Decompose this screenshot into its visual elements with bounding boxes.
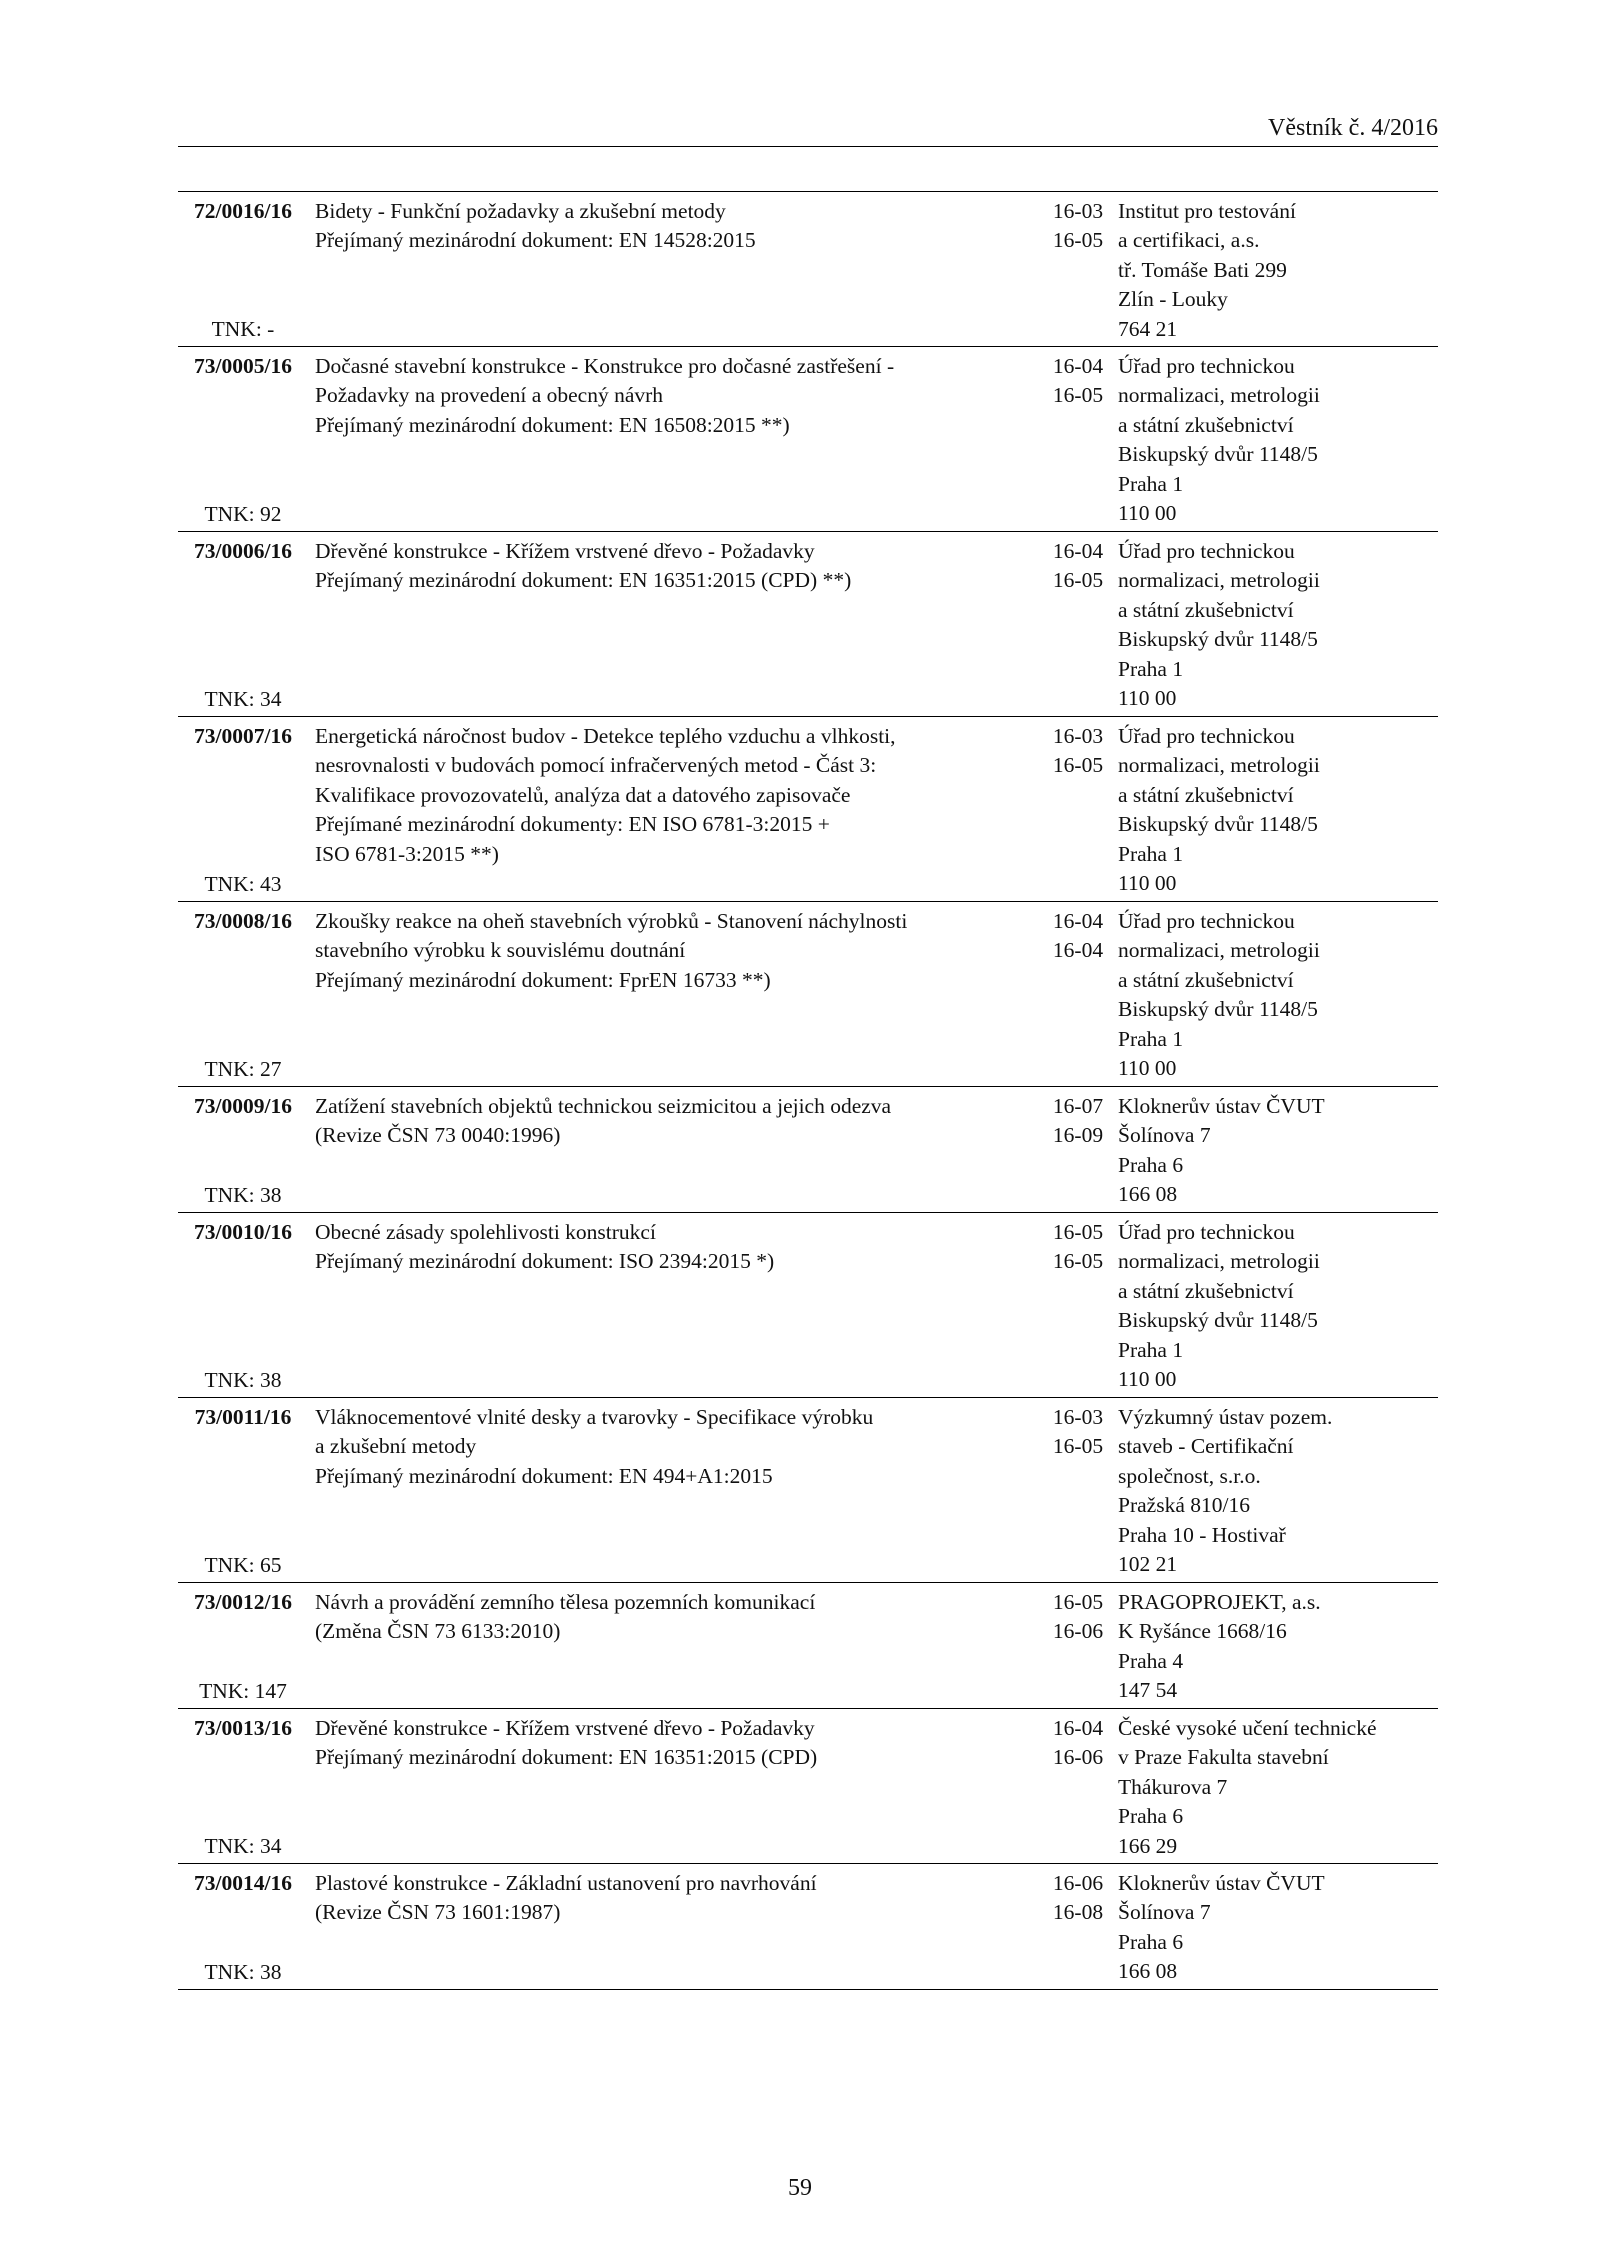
date-value: 16-03 (1052, 1405, 1104, 1429)
institution-line: Praha 1 (1118, 656, 1184, 681)
description-line: Zatížení stavebních objektů technickou seizmicitou a jejich odezva (315, 1094, 892, 1118)
description-line: Dřevěné konstrukce - Křížem vrstvené dřevo - Požadavky (315, 539, 815, 563)
institution-line: normalizaci, metrologii (1118, 753, 1320, 778)
dates-cell (1038, 1588, 1118, 1706)
table-row (178, 1213, 1438, 1398)
institution-line: 110 00 (1118, 501, 1177, 526)
dates-cell (1038, 1092, 1118, 1210)
institution-line: 166 08 (1118, 1959, 1178, 1984)
institution-line: a státní zkušebnictví (1118, 967, 1294, 992)
description-line: Přejímaný mezinárodní dokument: EN 14528:2015 (315, 228, 756, 253)
description-line: Přejímané mezinárodní dokumenty: EN ISO 6781-3:2015 + (315, 812, 830, 837)
date-value: 16-04 (1052, 909, 1104, 933)
description-line: a zkušební metody (315, 1434, 477, 1459)
standard-number: 73/0005/16 (194, 354, 292, 378)
tnk-label: TNK: - (211, 316, 275, 341)
description-line: Požadavky na provedení a obecný návrh (315, 383, 664, 408)
institution-line: Úřad pro technickou (1118, 909, 1295, 933)
institution-cell (1118, 1714, 1438, 1861)
standard-number: 73/0012/16 (194, 1590, 292, 1614)
description-line: Dřevěné konstrukce - Křížem vrstvené dřevo - Požadavky (315, 1716, 815, 1740)
institution-line: a státní zkušebnictví (1118, 597, 1294, 622)
date-value: 16-04 (1052, 354, 1104, 378)
institution-line: 166 08 (1118, 1182, 1178, 1207)
table-row (178, 1583, 1438, 1709)
institution-line: 110 00 (1118, 686, 1177, 711)
dates-cell (1038, 197, 1118, 344)
standard-number: 73/0008/16 (194, 909, 292, 933)
description-line: Dočasné stavební konstrukce - Konstrukce pro dočasné zastřešení - (315, 354, 895, 378)
standard-number: 73/0007/16 (194, 724, 292, 748)
date-value: 16-05 (1052, 1220, 1104, 1244)
dates-cell (1038, 352, 1118, 529)
description-cell (308, 537, 1038, 714)
institution-line: Zlín - Louky (1118, 287, 1228, 312)
description-line: Přejímaný mezinárodní dokument: EN 494+A1:2015 (315, 1463, 773, 1488)
journal-title: Věstník č. 4/2016 (1268, 115, 1438, 141)
standard-id-cell (178, 722, 308, 899)
description-line: Přejímaný mezinárodní dokument: EN 16508:2015 **) (315, 412, 790, 437)
institution-line: 764 21 (1118, 316, 1178, 341)
description-line: (Revize ČSN 73 0040:1996) (315, 1123, 561, 1148)
institution-line: a státní zkušebnictví (1118, 1278, 1294, 1303)
institution-cell (1118, 1588, 1438, 1706)
institution-line: Praha 6 (1118, 1152, 1184, 1177)
tnk-label: TNK: 27 (204, 1056, 282, 1081)
institution-line: K Ryšánce 1668/16 (1118, 1619, 1287, 1644)
table-row (178, 1398, 1438, 1583)
institution-cell (1118, 907, 1438, 1084)
page-number: 59 (788, 2175, 812, 2201)
institution-line: 102 21 (1118, 1552, 1178, 1577)
institution-line: České vysoké učení technické (1118, 1716, 1377, 1740)
description-line: (Revize ČSN 73 1601:1987) (315, 1900, 561, 1925)
table-row (178, 1709, 1438, 1864)
description-cell (308, 1403, 1038, 1580)
institution-line: a státní zkušebnictví (1118, 412, 1294, 437)
institution-line: normalizaci, metrologii (1118, 568, 1320, 593)
institution-line: 110 00 (1118, 1367, 1177, 1392)
standard-number: 73/0009/16 (194, 1094, 292, 1118)
institution-line: a státní zkušebnictví (1118, 782, 1294, 807)
institution-cell (1118, 1869, 1438, 1987)
description-line: (Změna ČSN 73 6133:2010) (315, 1619, 561, 1644)
institution-line: Úřad pro technickou (1118, 539, 1295, 563)
institution-line: Praha 1 (1118, 841, 1184, 866)
institution-line: Biskupský dvůr 1148/5 (1118, 812, 1318, 837)
standard-number: 73/0013/16 (194, 1716, 292, 1740)
dates-cell (1038, 907, 1118, 1084)
description-line: Přejímaný mezinárodní dokument: FprEN 16733 **) (315, 967, 771, 992)
dates-cell (1038, 1869, 1118, 1987)
tnk-label: TNK: 38 (204, 1959, 282, 1984)
tnk-label: TNK: 147 (199, 1678, 287, 1703)
institution-line: Institut pro testování (1118, 199, 1296, 223)
institution-line: PRAGOPROJEKT, a.s. (1118, 1590, 1321, 1614)
date-value: 16-03 (1052, 724, 1104, 748)
description-cell (308, 907, 1038, 1084)
description-line: Přejímaný mezinárodní dokument: ISO 2394:2015 *) (315, 1249, 775, 1274)
standards-table (178, 191, 1438, 1990)
description-line: Přejímaný mezinárodní dokument: EN 16351:2015 (CPD) **) (315, 568, 852, 593)
dates-cell (1038, 1403, 1118, 1580)
standard-number: 73/0010/16 (194, 1220, 292, 1244)
institution-line: 110 00 (1118, 871, 1177, 896)
institution-line: Biskupský dvůr 1148/5 (1118, 442, 1318, 467)
standard-id-cell (178, 1588, 308, 1706)
date-value: 16-09 (1052, 1123, 1104, 1148)
tnk-label: TNK: 34 (204, 686, 282, 711)
standard-id-cell (178, 1714, 308, 1861)
description-line: Kvalifikace provozovatelů, analýza dat a datového zapisovače (315, 782, 851, 807)
institution-line: Úřad pro technickou (1118, 1220, 1295, 1244)
institution-line: Praha 6 (1118, 1929, 1184, 1954)
institution-cell (1118, 352, 1438, 529)
institution-line: Praha 4 (1118, 1648, 1184, 1673)
institution-line: Biskupský dvůr 1148/5 (1118, 997, 1318, 1022)
institution-line: Úřad pro technickou (1118, 354, 1295, 378)
description-cell (308, 1092, 1038, 1210)
institution-line: Biskupský dvůr 1148/5 (1118, 627, 1318, 652)
date-value: 16-05 (1052, 1249, 1104, 1274)
date-value: 16-04 (1052, 1716, 1104, 1740)
institution-cell (1118, 1218, 1438, 1395)
table-row (178, 902, 1438, 1087)
journal-header (178, 113, 1438, 147)
institution-line: 166 29 (1118, 1833, 1178, 1858)
dates-cell (1038, 1714, 1118, 1861)
institution-line: tř. Tomáše Bati 299 (1118, 257, 1287, 282)
date-value: 16-07 (1052, 1094, 1104, 1118)
institution-line: Praha 1 (1118, 471, 1184, 496)
institution-line: normalizaci, metrologii (1118, 938, 1320, 963)
table-row (178, 1864, 1438, 1990)
institution-cell (1118, 197, 1438, 344)
institution-line: Výzkumný ústav pozem. (1118, 1405, 1333, 1429)
standard-id-cell (178, 352, 308, 529)
tnk-label: TNK: 65 (204, 1552, 282, 1577)
table-row (178, 192, 1438, 347)
description-line: Zkoušky reakce na oheň stavebních výrobků - Stanovení náchylnosti (315, 909, 908, 933)
standard-number: 73/0006/16 (194, 539, 292, 563)
tnk-label: TNK: 92 (204, 501, 282, 526)
description-line: nesrovnalosti v budovách pomocí infračervených metod - Část 3: (315, 753, 877, 778)
institution-line: Biskupský dvůr 1148/5 (1118, 1308, 1318, 1333)
institution-cell (1118, 537, 1438, 714)
institution-line: Šolínova 7 (1118, 1900, 1211, 1925)
table-row (178, 1087, 1438, 1213)
table-row (178, 532, 1438, 717)
standard-id-cell (178, 1869, 308, 1987)
tnk-label: TNK: 38 (204, 1182, 282, 1207)
date-value: 16-04 (1052, 938, 1104, 963)
tnk-label: TNK: 38 (204, 1367, 282, 1392)
date-value: 16-05 (1052, 1434, 1104, 1459)
institution-line: a certifikaci, a.s. (1118, 228, 1260, 253)
tnk-label: TNK: 34 (204, 1833, 282, 1858)
institution-line: Kloknerův ústav ČVUT (1118, 1094, 1325, 1118)
institution-line: Šolínova 7 (1118, 1123, 1211, 1148)
institution-line: 147 54 (1118, 1678, 1178, 1703)
standard-id-cell (178, 537, 308, 714)
standard-id-cell (178, 1092, 308, 1210)
institution-line: Kloknerův ústav ČVUT (1118, 1871, 1325, 1895)
date-value: 16-05 (1052, 228, 1104, 253)
description-cell (308, 1714, 1038, 1861)
standard-number: 73/0014/16 (194, 1871, 292, 1895)
standard-id-cell (178, 197, 308, 344)
description-line: Návrh a provádění zemního tělesa pozemních komunikací (315, 1590, 816, 1614)
description-line: Bidety - Funkční požadavky a zkušební metody (315, 199, 726, 223)
description-line: Obecné zásady spolehlivosti konstrukcí (315, 1220, 656, 1244)
standard-id-cell (178, 1403, 308, 1580)
institution-line: Praha 6 (1118, 1804, 1184, 1829)
dates-cell (1038, 722, 1118, 899)
institution-line: Praha 1 (1118, 1337, 1184, 1362)
institution-cell (1118, 1092, 1438, 1210)
institution-line: Praha 1 (1118, 1026, 1184, 1051)
description-cell (308, 1869, 1038, 1987)
date-value: 16-04 (1052, 539, 1104, 563)
table-row (178, 347, 1438, 532)
institution-cell (1118, 1403, 1438, 1580)
institution-line: Úřad pro technickou (1118, 724, 1295, 748)
description-cell (308, 197, 1038, 344)
description-line: stavebního výrobku k souvislému doutnání (315, 938, 686, 963)
institution-cell (1118, 722, 1438, 899)
date-value: 16-05 (1052, 753, 1104, 778)
description-cell (308, 1218, 1038, 1395)
institution-line: Thákurova 7 (1118, 1774, 1228, 1799)
institution-line: normalizaci, metrologii (1118, 1249, 1320, 1274)
institution-line: Praha 10 - Hostivař (1118, 1522, 1286, 1547)
standard-number: 72/0016/16 (194, 199, 292, 223)
date-value: 16-05 (1052, 383, 1104, 408)
description-line: Vláknocementové vlnité desky a tvarovky - Specifikace výrobku (315, 1405, 874, 1429)
standard-id-cell (178, 1218, 308, 1395)
date-value: 16-05 (1052, 1590, 1104, 1614)
description-line: Plastové konstrukce - Základní ustanovení pro navrhování (315, 1871, 817, 1895)
dates-cell (1038, 537, 1118, 714)
date-value: 16-03 (1052, 199, 1104, 223)
tnk-label: TNK: 43 (204, 871, 282, 896)
description-line: ISO 6781-3:2015 **) (315, 841, 499, 866)
institution-line: v Praze Fakulta stavební (1118, 1745, 1329, 1770)
description-line: Energetická náročnost budov - Detekce teplého vzduchu a vlhkosti, (315, 724, 896, 748)
description-cell (308, 352, 1038, 529)
standard-id-cell (178, 907, 308, 1084)
institution-line: staveb - Certifikační (1118, 1434, 1294, 1459)
institution-line: společnost, s.r.o. (1118, 1463, 1261, 1488)
institution-line: Pražská 810/16 (1118, 1493, 1250, 1518)
description-cell (308, 722, 1038, 899)
date-value: 16-06 (1052, 1619, 1104, 1644)
institution-line: normalizaci, metrologii (1118, 383, 1320, 408)
description-cell (308, 1588, 1038, 1706)
dates-cell (1038, 1218, 1118, 1395)
date-value: 16-06 (1052, 1745, 1104, 1770)
date-value: 16-05 (1052, 568, 1104, 593)
date-value: 16-06 (1052, 1871, 1104, 1895)
date-value: 16-08 (1052, 1900, 1104, 1925)
standard-number: 73/0011/16 (194, 1405, 292, 1429)
description-line: Přejímaný mezinárodní dokument: EN 16351:2015 (CPD) (315, 1745, 818, 1770)
institution-line: 110 00 (1118, 1056, 1177, 1081)
table-row (178, 717, 1438, 902)
